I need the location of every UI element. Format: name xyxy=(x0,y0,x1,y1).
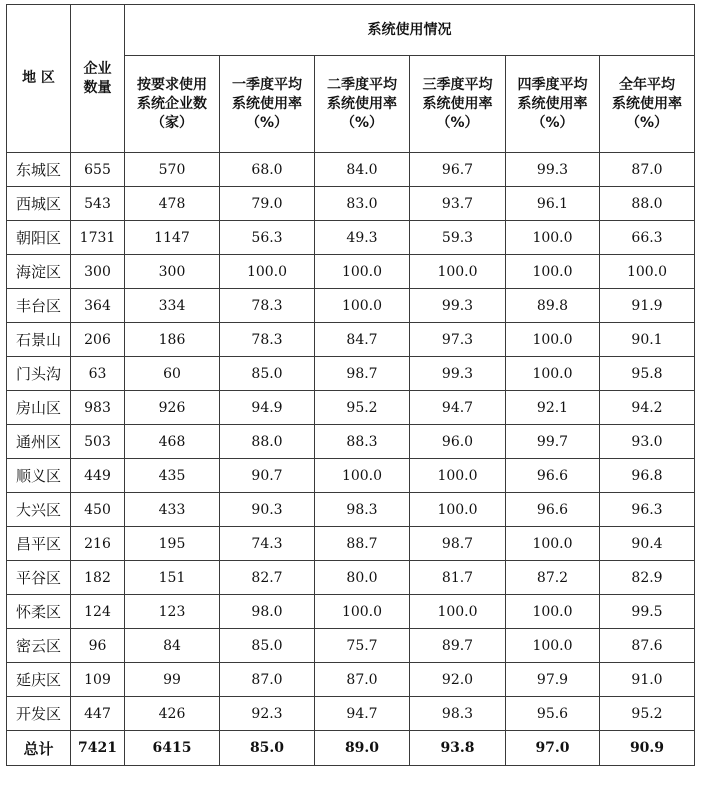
annual-rate-cell: 87.0 xyxy=(600,153,695,187)
enterprise-count-header xyxy=(71,5,125,153)
enterprise-count-cell: 63 xyxy=(71,357,125,391)
enterprise-count-cell: 983 xyxy=(71,391,125,425)
enterprise-system-usage-table xyxy=(6,4,695,766)
annual-rate-cell: 96.3 xyxy=(600,493,695,527)
q1-rate-cell: 90.3 xyxy=(220,493,315,527)
total-row xyxy=(7,731,695,766)
enterprise-count-cell: 216 xyxy=(71,527,125,561)
q3-rate-cell: 100.0 xyxy=(410,493,506,527)
header-line: （%） xyxy=(340,114,384,131)
q4-rate-cell: 97.9 xyxy=(506,663,600,697)
table-row xyxy=(7,663,695,697)
required-count-cell: 435 xyxy=(125,459,220,493)
q1-rate-cell: 94.9 xyxy=(220,391,315,425)
enterprise-count-cell: 447 xyxy=(71,697,125,731)
q3-rate-cell: 100.0 xyxy=(410,255,506,289)
region-cell: 海淀区 xyxy=(7,255,71,289)
annual-rate-cell: 66.3 xyxy=(600,221,695,255)
annual-rate-cell: 93.0 xyxy=(600,425,695,459)
header-line: 按要求使用 xyxy=(137,76,207,93)
table-row xyxy=(7,697,695,731)
required-count-cell: 570 xyxy=(125,153,220,187)
column-header-q3-rate xyxy=(410,56,506,153)
table-row xyxy=(7,323,695,357)
q3-rate-cell: 100.0 xyxy=(410,595,506,629)
q3-rate-cell: 93.7 xyxy=(410,187,506,221)
required-count-cell: 334 xyxy=(125,289,220,323)
q2-rate-cell: 100.0 xyxy=(315,289,410,323)
q1-rate-cell: 78.3 xyxy=(220,323,315,357)
header-line: 系统使用率 xyxy=(422,95,493,112)
enterprise-count-cell: 109 xyxy=(71,663,125,697)
required-count-cell: 151 xyxy=(125,561,220,595)
q1-rate-cell: 100.0 xyxy=(220,255,315,289)
header-line: 三季度平均 xyxy=(422,76,493,93)
header-line: 系统企业数 xyxy=(137,95,207,112)
table-row xyxy=(7,629,695,663)
total-label: 总计 xyxy=(7,731,71,766)
annual-rate-cell: 91.9 xyxy=(600,289,695,323)
q2-rate-cell: 75.7 xyxy=(315,629,410,663)
q1-rate-cell: 82.7 xyxy=(220,561,315,595)
region-cell: 西城区 xyxy=(7,187,71,221)
required-count-cell: 84 xyxy=(125,629,220,663)
annual-rate-cell: 96.8 xyxy=(600,459,695,493)
region-cell: 平谷区 xyxy=(7,561,71,595)
q4-rate-cell: 96.1 xyxy=(506,187,600,221)
table-row xyxy=(7,459,695,493)
table-row xyxy=(7,255,695,289)
q4-rate-cell: 92.1 xyxy=(506,391,600,425)
required-count-cell: 195 xyxy=(125,527,220,561)
table-row xyxy=(7,527,695,561)
required-count-cell: 300 xyxy=(125,255,220,289)
q1-rate-cell: 78.3 xyxy=(220,289,315,323)
total-annual-rate: 90.9 xyxy=(600,731,695,766)
region-cell: 昌平区 xyxy=(7,527,71,561)
annual-rate-cell: 94.2 xyxy=(600,391,695,425)
region-cell: 怀柔区 xyxy=(7,595,71,629)
required-count-cell: 433 xyxy=(125,493,220,527)
q1-rate-cell: 79.0 xyxy=(220,187,315,221)
header-line: 系统使用率 xyxy=(327,95,397,112)
header-line: 数量 xyxy=(83,79,112,96)
q1-rate-cell: 68.0 xyxy=(220,153,315,187)
header-line: （%） xyxy=(531,114,574,131)
q3-rate-cell: 98.3 xyxy=(410,697,506,731)
required-count-cell: 1147 xyxy=(125,221,220,255)
q2-rate-cell: 83.0 xyxy=(315,187,410,221)
required-count-cell: 926 xyxy=(125,391,220,425)
enterprise-count-cell: 124 xyxy=(71,595,125,629)
region-cell: 门头沟 xyxy=(7,357,71,391)
q4-rate-cell: 100.0 xyxy=(506,323,600,357)
header-line: （%） xyxy=(245,114,289,131)
annual-rate-cell: 95.8 xyxy=(600,357,695,391)
annual-rate-cell: 90.4 xyxy=(600,527,695,561)
q4-rate-cell: 100.0 xyxy=(506,629,600,663)
q1-rate-cell: 56.3 xyxy=(220,221,315,255)
q2-rate-cell: 88.3 xyxy=(315,425,410,459)
table-row xyxy=(7,391,695,425)
q2-rate-cell: 88.7 xyxy=(315,527,410,561)
region-cell: 丰台区 xyxy=(7,289,71,323)
table-row xyxy=(7,561,695,595)
enterprise-count-cell: 450 xyxy=(71,493,125,527)
q3-rate-cell: 97.3 xyxy=(410,323,506,357)
header-line: （家） xyxy=(151,114,193,131)
header-line: 二季度平均 xyxy=(327,76,397,93)
q4-rate-cell: 100.0 xyxy=(506,527,600,561)
q4-rate-cell: 95.6 xyxy=(506,697,600,731)
total-q3-rate: 93.8 xyxy=(410,731,506,766)
annual-rate-cell: 99.5 xyxy=(600,595,695,629)
q3-rate-cell: 89.7 xyxy=(410,629,506,663)
q3-rate-cell: 59.3 xyxy=(410,221,506,255)
region-cell: 石景山 xyxy=(7,323,71,357)
q2-rate-cell: 98.3 xyxy=(315,493,410,527)
q1-rate-cell: 87.0 xyxy=(220,663,315,697)
column-header-q1-rate xyxy=(220,56,315,153)
q4-rate-cell: 100.0 xyxy=(506,595,600,629)
annual-rate-cell: 87.6 xyxy=(600,629,695,663)
header-line: （%） xyxy=(436,114,479,131)
q4-rate-cell: 89.8 xyxy=(506,289,600,323)
q2-rate-cell: 80.0 xyxy=(315,561,410,595)
column-header-required-count xyxy=(125,56,220,153)
header-line: 全年平均 xyxy=(619,76,675,93)
table-row xyxy=(7,425,695,459)
q1-rate-cell: 92.3 xyxy=(220,697,315,731)
column-header-annual-rate xyxy=(600,56,695,153)
header-line: 一季度平均 xyxy=(232,76,302,93)
q2-rate-cell: 84.0 xyxy=(315,153,410,187)
region-cell: 东城区 xyxy=(7,153,71,187)
q4-rate-cell: 96.6 xyxy=(506,493,600,527)
q4-rate-cell: 96.6 xyxy=(506,459,600,493)
region-cell: 大兴区 xyxy=(7,493,71,527)
table-row xyxy=(7,221,695,255)
q3-rate-cell: 99.3 xyxy=(410,289,506,323)
region-cell: 通州区 xyxy=(7,425,71,459)
q2-rate-cell: 100.0 xyxy=(315,255,410,289)
q1-rate-cell: 98.0 xyxy=(220,595,315,629)
table-row xyxy=(7,289,695,323)
header-line: （%） xyxy=(625,114,669,131)
q3-rate-cell: 96.7 xyxy=(410,153,506,187)
q1-rate-cell: 88.0 xyxy=(220,425,315,459)
region-cell: 延庆区 xyxy=(7,663,71,697)
total-enterprise-count: 7421 xyxy=(71,731,125,766)
q3-rate-cell: 98.7 xyxy=(410,527,506,561)
required-count-cell: 99 xyxy=(125,663,220,697)
q2-rate-cell: 87.0 xyxy=(315,663,410,697)
header-line: 四季度平均 xyxy=(517,76,588,93)
q2-rate-cell: 84.7 xyxy=(315,323,410,357)
required-count-cell: 186 xyxy=(125,323,220,357)
q1-rate-cell: 85.0 xyxy=(220,629,315,663)
enterprise-count-cell: 364 xyxy=(71,289,125,323)
enterprise-count-cell: 96 xyxy=(71,629,125,663)
required-count-cell: 123 xyxy=(125,595,220,629)
q4-rate-cell: 99.3 xyxy=(506,153,600,187)
required-count-cell: 60 xyxy=(125,357,220,391)
enterprise-count-cell: 655 xyxy=(71,153,125,187)
total-q1-rate: 85.0 xyxy=(220,731,315,766)
enterprise-count-cell: 1731 xyxy=(71,221,125,255)
q2-rate-cell: 100.0 xyxy=(315,459,410,493)
region-cell: 密云区 xyxy=(7,629,71,663)
enterprise-count-cell: 182 xyxy=(71,561,125,595)
enterprise-count-cell: 206 xyxy=(71,323,125,357)
enterprise-count-cell: 543 xyxy=(71,187,125,221)
q4-rate-cell: 87.2 xyxy=(506,561,600,595)
q3-rate-cell: 81.7 xyxy=(410,561,506,595)
annual-rate-cell: 88.0 xyxy=(600,187,695,221)
enterprise-count-cell: 503 xyxy=(71,425,125,459)
q3-rate-cell: 92.0 xyxy=(410,663,506,697)
table-row xyxy=(7,153,695,187)
table-body xyxy=(7,153,695,731)
q4-rate-cell: 99.7 xyxy=(506,425,600,459)
column-header-q4-rate xyxy=(506,56,600,153)
annual-rate-cell: 90.1 xyxy=(600,323,695,357)
q2-rate-cell: 49.3 xyxy=(315,221,410,255)
total-required-count: 6415 xyxy=(125,731,220,766)
required-count-cell: 478 xyxy=(125,187,220,221)
header-row-1 xyxy=(7,5,695,56)
q1-rate-cell: 85.0 xyxy=(220,357,315,391)
total-q2-rate: 89.0 xyxy=(315,731,410,766)
annual-rate-cell: 82.9 xyxy=(600,561,695,595)
table-row xyxy=(7,493,695,527)
q2-rate-cell: 100.0 xyxy=(315,595,410,629)
annual-rate-cell: 91.0 xyxy=(600,663,695,697)
q4-rate-cell: 100.0 xyxy=(506,255,600,289)
q2-rate-cell: 94.7 xyxy=(315,697,410,731)
annual-rate-cell: 100.0 xyxy=(600,255,695,289)
region-header: 地 区 xyxy=(7,5,71,153)
region-cell: 朝阳区 xyxy=(7,221,71,255)
region-cell: 房山区 xyxy=(7,391,71,425)
q2-rate-cell: 98.7 xyxy=(315,357,410,391)
q3-rate-cell: 94.7 xyxy=(410,391,506,425)
q4-rate-cell: 100.0 xyxy=(506,221,600,255)
header-line: 系统使用率 xyxy=(232,95,302,112)
table-row xyxy=(7,595,695,629)
q3-rate-cell: 100.0 xyxy=(410,459,506,493)
required-count-cell: 468 xyxy=(125,425,220,459)
table-row xyxy=(7,187,695,221)
table-row xyxy=(7,357,695,391)
system-usage-group-header: 系统使用情况 xyxy=(125,5,695,56)
header-line: 企业 xyxy=(83,60,112,77)
enterprise-count-cell: 449 xyxy=(71,459,125,493)
annual-rate-cell: 95.2 xyxy=(600,697,695,731)
header-line: 系统使用率 xyxy=(612,95,682,112)
q2-rate-cell: 95.2 xyxy=(315,391,410,425)
required-count-cell: 426 xyxy=(125,697,220,731)
header-line: 系统使用率 xyxy=(517,95,588,112)
enterprise-count-cell: 300 xyxy=(71,255,125,289)
q1-rate-cell: 74.3 xyxy=(220,527,315,561)
q3-rate-cell: 99.3 xyxy=(410,357,506,391)
q4-rate-cell: 100.0 xyxy=(506,357,600,391)
q3-rate-cell: 96.0 xyxy=(410,425,506,459)
region-cell: 开发区 xyxy=(7,697,71,731)
region-cell: 顺义区 xyxy=(7,459,71,493)
total-q4-rate: 97.0 xyxy=(506,731,600,766)
column-header-q2-rate xyxy=(315,56,410,153)
q1-rate-cell: 90.7 xyxy=(220,459,315,493)
